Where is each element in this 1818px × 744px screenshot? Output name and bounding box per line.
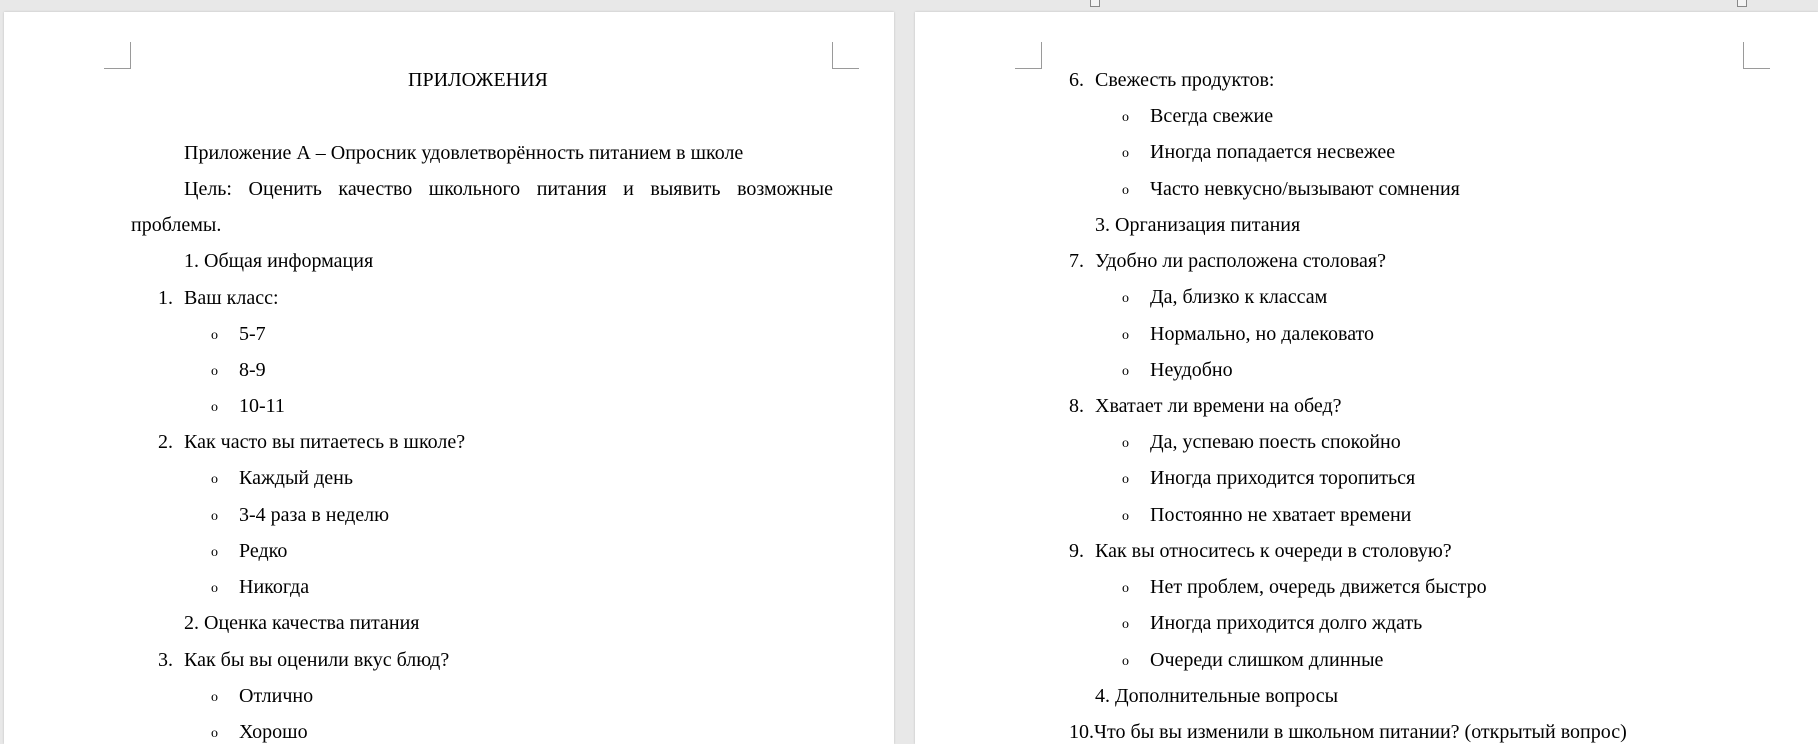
question-number: 9. — [1069, 540, 1084, 562]
question-number: 2. — [158, 431, 173, 453]
bullet-icon: o — [1122, 364, 1129, 379]
question-text: Удобно ли расположена столовая? — [1095, 250, 1386, 272]
bullet-icon: o — [1122, 617, 1129, 632]
list-item: Редко — [239, 540, 288, 562]
list-item: Иногда приходится долго ждать — [1150, 612, 1423, 634]
bullet-icon: o — [211, 726, 218, 741]
list-item: Нормально, но далековато — [1150, 323, 1375, 345]
question-text: Что бы вы изменили в школьном питании? (открытый вопрос) — [1094, 721, 1627, 743]
bullet-icon: o — [211, 364, 218, 379]
bullet-icon: o — [1122, 328, 1129, 343]
bullet-icon: o — [1122, 436, 1129, 451]
question-7 — [1069, 249, 1386, 273]
list-item: 3-4 раза в неделю — [239, 504, 390, 526]
margin-corner-top-left — [104, 42, 131, 69]
margin-corner-top-right — [1743, 42, 1770, 69]
section-heading-3: 3. Организация питания — [1095, 214, 1301, 236]
list-item: 8-9 — [239, 359, 266, 381]
bullet-icon: o — [211, 581, 218, 596]
bullet-icon: o — [1122, 183, 1129, 198]
question-1 — [158, 286, 279, 310]
question-text: Как бы вы оценили вкус блюд? — [184, 649, 450, 671]
bullet-icon: o — [211, 400, 218, 415]
question-9 — [1069, 539, 1452, 563]
document-page-left — [4, 12, 894, 744]
goal-line-1: Цель: Оценить качество школьного питания и выявить возможные — [184, 178, 833, 200]
list-item: Иногда попадается несвежее — [1150, 141, 1396, 163]
bullet-icon: o — [211, 472, 218, 487]
question-10 — [1069, 720, 1627, 744]
list-item: Отлично — [239, 685, 314, 707]
bullet-icon: o — [211, 545, 218, 560]
document-page-right — [915, 12, 1818, 744]
question-6 — [1069, 68, 1274, 92]
bullet-icon: o — [211, 509, 218, 524]
section-heading-2: 2. Оценка качества питания — [184, 612, 420, 634]
goal-line-2: проблемы. — [131, 214, 222, 236]
list-item: Никогда — [239, 576, 310, 598]
list-item: Иногда приходится торопиться — [1150, 467, 1416, 489]
question-text: Как вы относитесь к очереди в столовую? — [1095, 540, 1452, 562]
question-number: 10. — [1069, 721, 1094, 743]
question-number: 6. — [1069, 69, 1084, 91]
bullet-icon: o — [211, 690, 218, 705]
list-item: Да, успеваю поесть спокойно — [1150, 431, 1401, 453]
margin-corner-top-left — [1015, 42, 1042, 69]
question-number: 1. — [158, 287, 173, 309]
bullet-icon: o — [1122, 654, 1129, 669]
list-item: Каждый день — [239, 467, 353, 489]
question-text: Как часто вы питаетесь в школе? — [184, 431, 466, 453]
bullet-icon: o — [1122, 581, 1129, 596]
question-text: Ваш класс: — [184, 287, 279, 309]
question-number: 3. — [158, 649, 173, 671]
appendix-heading: ПРИЛОЖЕНИЯ — [408, 69, 548, 91]
list-item: Очереди слишком длинные — [1150, 649, 1384, 671]
list-item: Постоянно не хватает времени — [1150, 504, 1412, 526]
appendix-a-title: Приложение А – Опросник удовлетворённость питанием в школе — [184, 142, 744, 164]
bullet-icon: o — [1122, 472, 1129, 487]
list-item: 10-11 — [239, 395, 285, 417]
bullet-icon: o — [1122, 146, 1129, 161]
bullet-icon: o — [1122, 110, 1129, 125]
list-item: Хорошо — [239, 721, 308, 743]
question-number: 8. — [1069, 395, 1084, 417]
left-indent-marker[interactable] — [1090, 0, 1100, 7]
margin-corner-top-right — [832, 42, 859, 69]
list-item: Неудобно — [1150, 359, 1233, 381]
question-number: 7. — [1069, 250, 1084, 272]
list-item: Часто невкусно/вызывают сомнения — [1150, 178, 1460, 200]
bullet-icon: o — [1122, 291, 1129, 306]
list-item: Всегда свежие — [1150, 105, 1274, 127]
question-text: Свежесть продуктов: — [1095, 69, 1275, 91]
list-item: Да, близко к классам — [1150, 286, 1328, 308]
list-item: Нет проблем, очередь движется быстро — [1150, 576, 1487, 598]
bullet-icon: o — [211, 328, 218, 343]
question-8 — [1069, 394, 1342, 418]
question-3 — [158, 648, 449, 672]
section-heading-1: 1. Общая информация — [184, 250, 374, 272]
list-item: 5-7 — [239, 323, 266, 345]
bullet-icon: o — [1122, 509, 1129, 524]
right-indent-marker[interactable] — [1737, 0, 1747, 7]
question-2 — [158, 430, 465, 454]
question-text: Хватает ли времени на обед? — [1095, 395, 1342, 417]
section-heading-4: 4. Дополнительные вопросы — [1095, 685, 1339, 707]
